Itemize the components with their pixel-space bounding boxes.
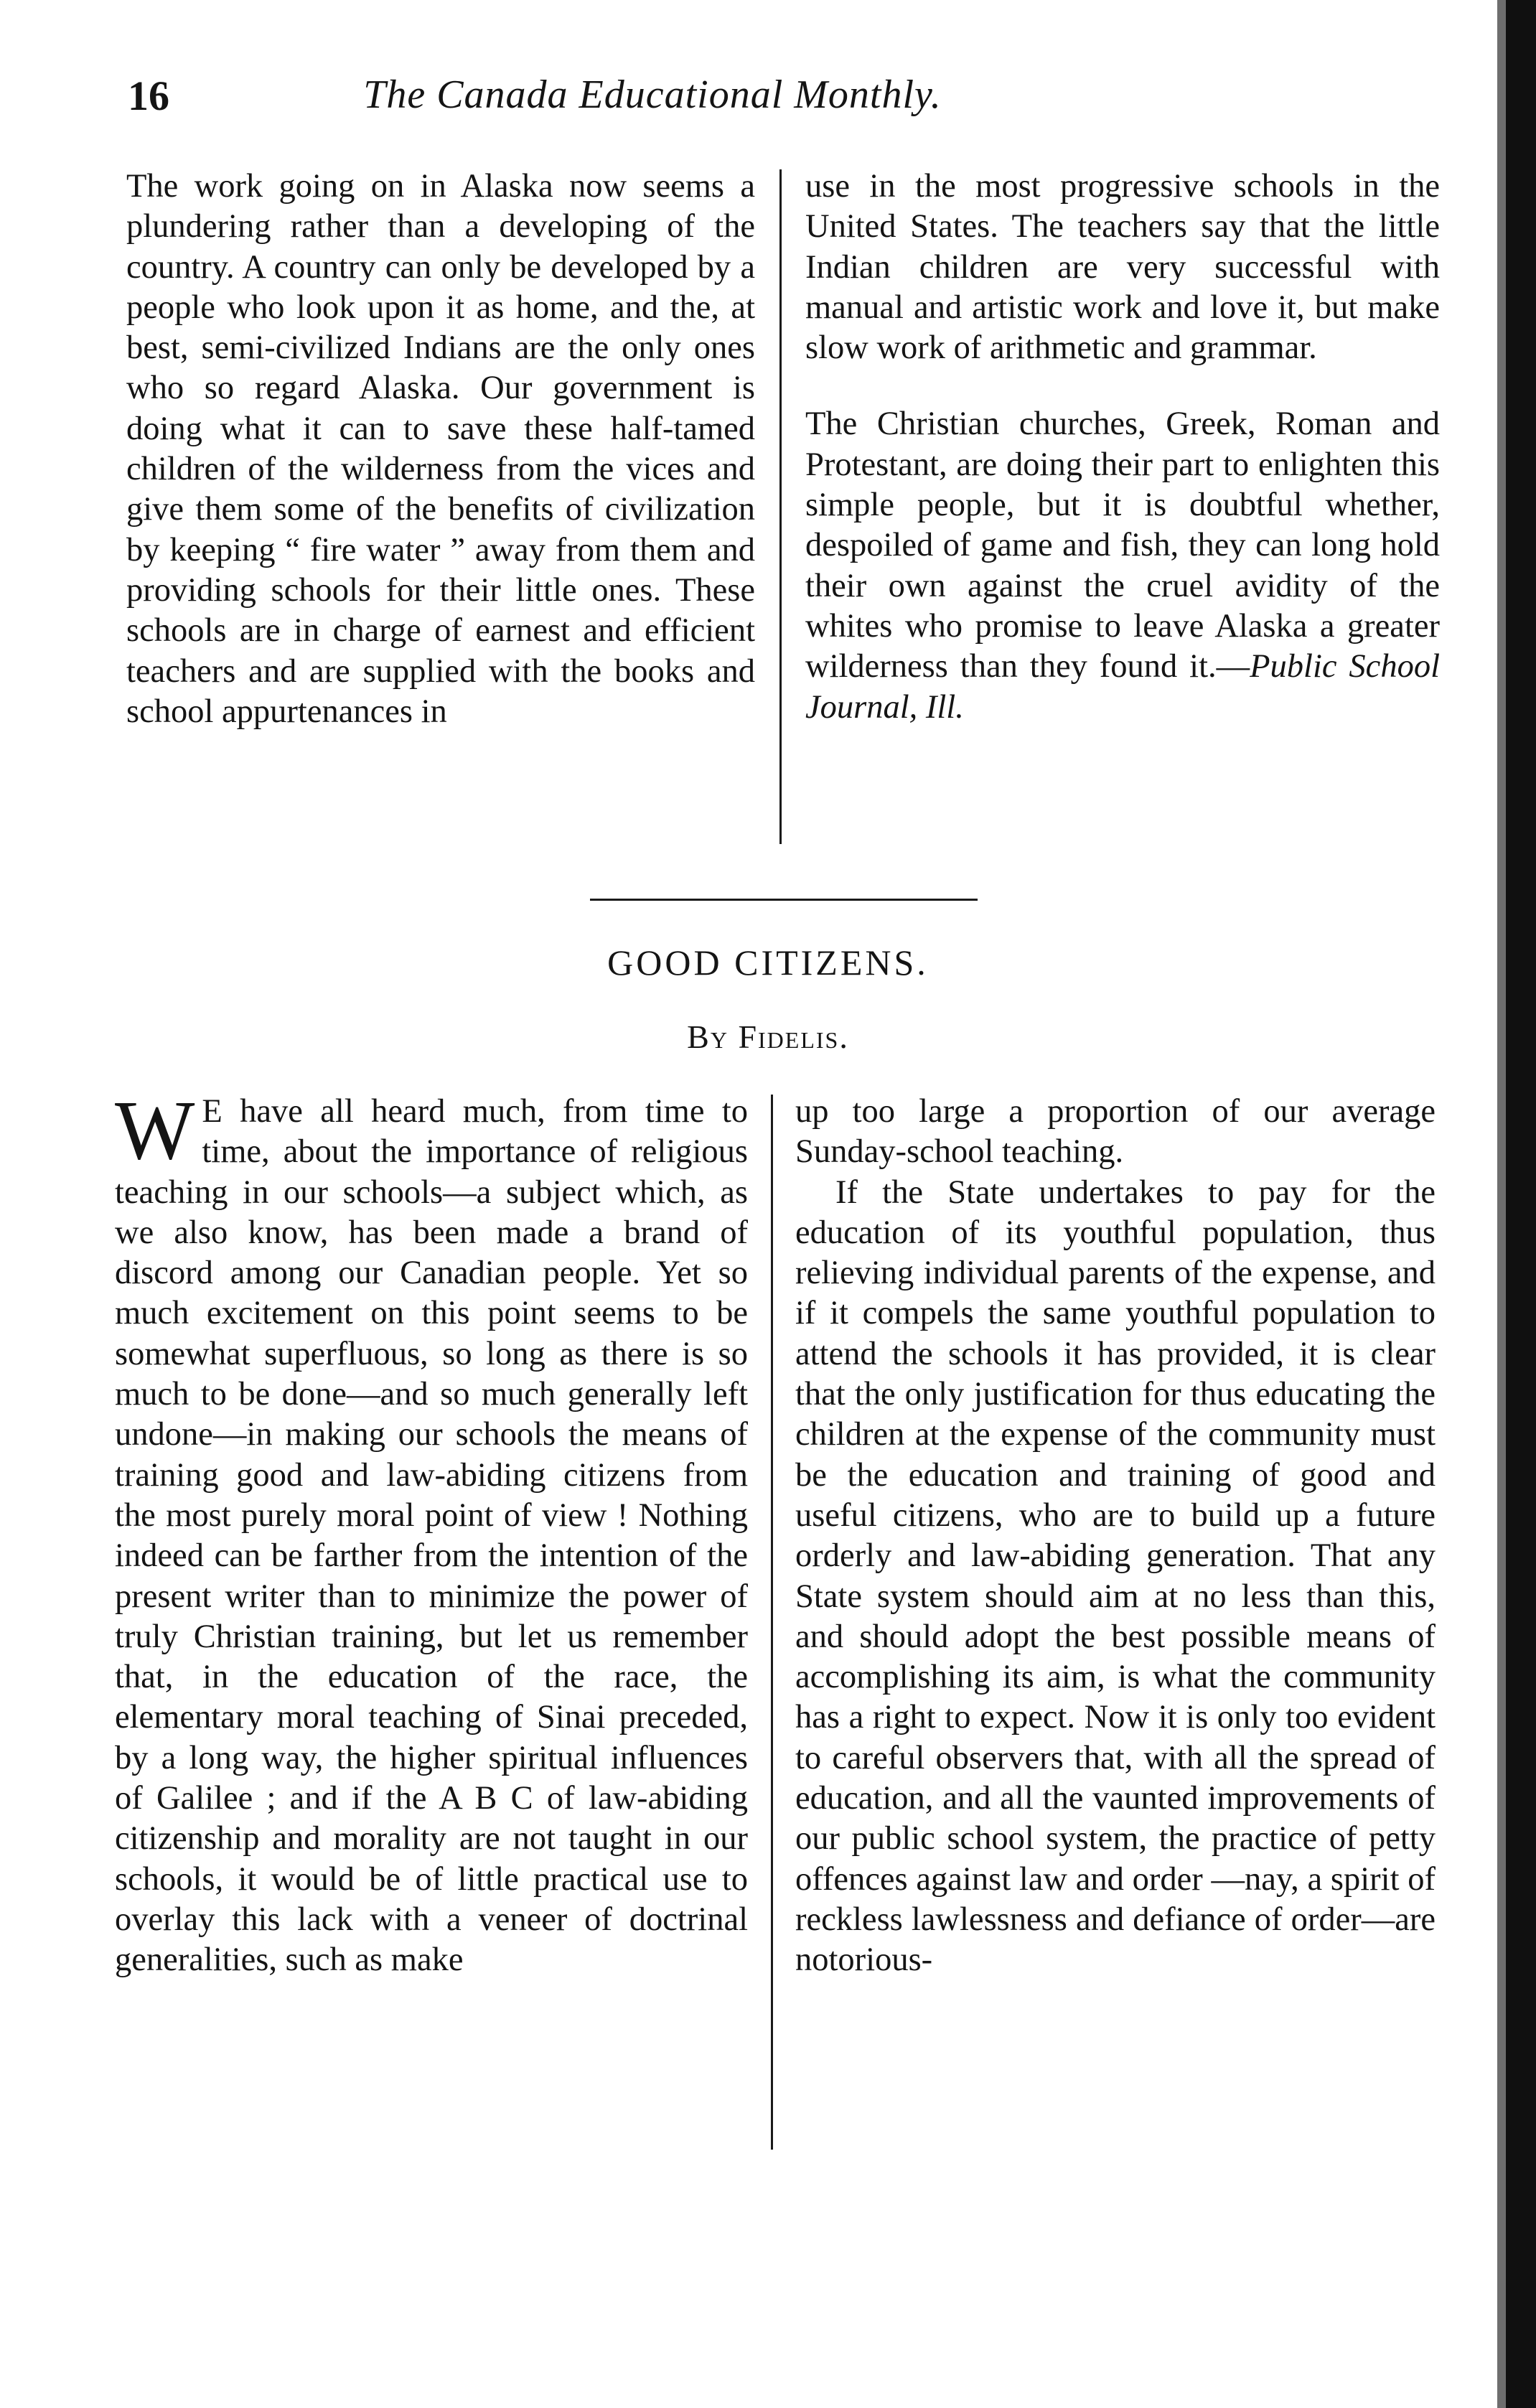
running-title: The Canada Educational Monthly. bbox=[363, 72, 942, 117]
page-header bbox=[128, 72, 1177, 136]
article-title: GOOD CITIZENS. bbox=[607, 942, 929, 983]
article-left-paragraph bbox=[115, 1083, 748, 1981]
page-number: 16 bbox=[128, 72, 169, 119]
section-divider bbox=[590, 899, 978, 901]
byline: By Fidelis. bbox=[687, 1018, 849, 1055]
article-left-column bbox=[115, 1083, 748, 1981]
column-divider-bottom bbox=[771, 1095, 773, 2150]
scan-edge-shadow bbox=[1497, 0, 1506, 2408]
top-right-paragraph-2-text: The Christian churches, Greek, Roman and Protestant, are doing their part to enlighten this simple people, but it is doubtful whether, despoiled of game and fish, they can long hold their own against the cruel avidity of the whites who promise to leave Alaska a greater wilderness than they found it.— bbox=[805, 406, 1440, 685]
drop-cap: W bbox=[115, 1083, 195, 1177]
article-right-paragraph-2: If the State undertakes to pay for the education of its youthful population, thus relieving individual parents of the expense, and if it compels the same youthful population to attend the schools it has provided, it is clear that the only justification for thus educating the children at the expense of the community must be the education and training of good and useful citizens, who are to build up a future orderly and law-abiding generation. That any State system should aim at no less than this, and should adopt the best possible means of accomplishing its aim, is what the community has a right to expect. Now it is only too evident to careful observers that, with all the spread of education, and all the vaunted improvements of our public school system, the practice of petty offences against law and order —nay, a spirit of reckless lawlessness and defiance of order—are notorious- bbox=[795, 1173, 1436, 1979]
column-divider-top bbox=[779, 169, 782, 844]
top-right-paragraph-1: use in the most progressive schools in the United States. The teachers say that the little Indian children are very successful with manual and artistic work and love it, but make slow work of arithmetic and grammar. bbox=[805, 168, 1440, 367]
scan-edge bbox=[1506, 0, 1536, 2408]
top-left-paragraph: The work going on in Alaska now seems a plundering rather than a developing of the country. A country can only be developed by a people who look upon it as home, and the, at best, semi-civilized Indians are the only ones who so regard Alaska. Our government is doing what it can to save these half-tamed children of the wilderness from the vices and give them some of the benefits of civilization by keeping “ fire water ” away from them and providing schools for their little ones. These schools are in charge of earnest and efficient teachers and are supplied with the books and school appurtenances in bbox=[126, 168, 755, 730]
article-right-paragraph-1: up too large a proportion of our average Sunday-school teaching. bbox=[795, 1093, 1436, 1171]
citation: Public School Journal, Ill. bbox=[805, 648, 1440, 726]
top-left-column bbox=[126, 167, 755, 732]
top-right-column bbox=[805, 167, 1440, 728]
article-right-column bbox=[795, 1092, 1436, 1981]
top-right-paragraph-2 bbox=[805, 404, 1440, 727]
article-left-text: E have all heard much, from time to time, about the importance of religious teaching in our schools—a subject which, as we also know, has been made a brand of discord among our Canadian people. Yet so much excitement on this point seems to be somewhat superfluous, so long as there is so much to be done—and so much generally left undone—in making our schools the means of training good and law-abiding citizens from the most purely moral point of view ! Nothing indeed can be farther from the intention of the present writer than to minimize the power of truly Christian training, but let us remember that, in the education of the race, the elementary moral teaching of Sinai preceded, by a long way, the higher spiritual influences of Galilee ; and if the A B C of law-abiding citizenship and morality are not taught in our schools, it would be of little practical use to overlay this lack with a veneer of doctrinal generalities, such as make bbox=[115, 1093, 748, 1979]
